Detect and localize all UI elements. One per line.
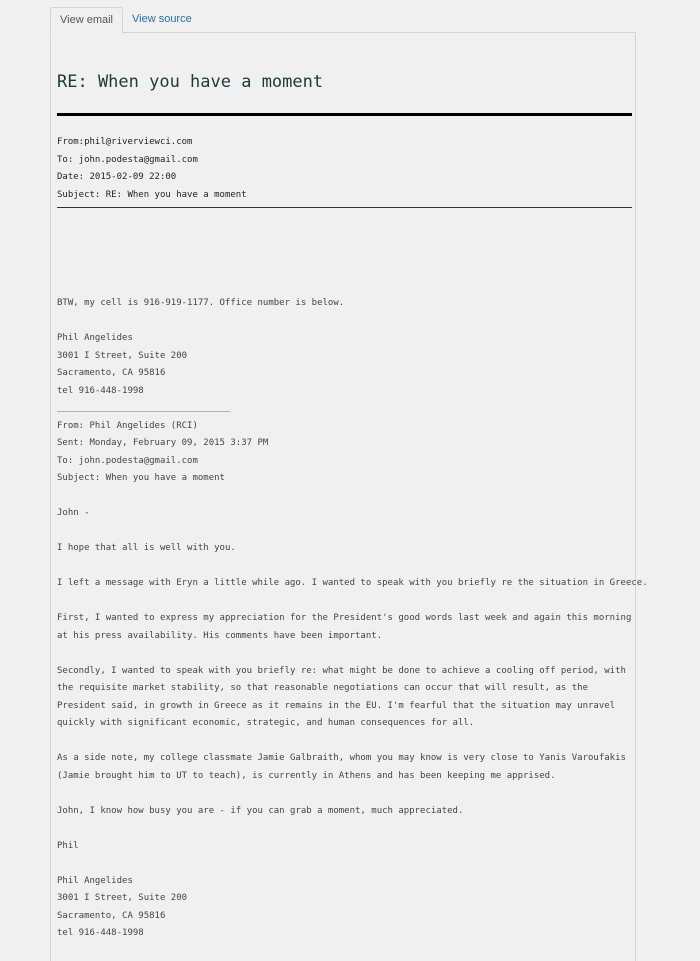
tab-view-source[interactable]: View source xyxy=(132,13,192,25)
header-date: Date: 2015-02-09 22:00 xyxy=(57,172,177,182)
quoted-from: From: Phil Angelides (RCI) xyxy=(57,420,198,431)
signature-city: Sacramento, CA 95816 xyxy=(57,910,166,921)
paragraph: I hope that all is well with you. xyxy=(57,543,236,553)
signoff: Phil xyxy=(57,840,79,851)
cell-number-line: BTW, my cell is 916-919-1177. Office number is below. xyxy=(57,298,345,308)
paragraph: First, I wanted to express my appreciation for the President's good words last week and again this morning at his press availability. His comments have been important. xyxy=(57,613,632,641)
signature-tel: tel 916-448-1998 xyxy=(57,928,144,938)
quote-separator: ________________________________ xyxy=(57,403,231,413)
signature-name: Phil Angelides xyxy=(57,333,133,343)
tab-bar xyxy=(50,7,201,33)
quoted-subject: Subject: When you have a moment xyxy=(57,473,225,483)
email-panel xyxy=(50,32,648,961)
paragraph: I left a message with Eryn a little while ago. I wanted to speak with you briefly re the situation in Greece. xyxy=(57,578,648,588)
signature-street: 3001 I Street, Suite 200 xyxy=(57,350,188,361)
header-divider xyxy=(57,207,632,208)
paragraph: Secondly, I wanted to speak with you briefly re: what might be done to achieve a cooling off period, with the requisite market stability, so that reasonable negotiations can occur that will result, as the President said, in growth in Greece as it remains in the EU. I'm fearful that the situation may unravel quickly with significant economic, strategic, and human consequences for all. xyxy=(57,665,626,728)
quoted-to: To: john.podesta@gmail.com xyxy=(57,455,198,466)
quoted-sent: Sent: Monday, February 09, 2015 3:37 PM xyxy=(57,438,269,448)
email-headers xyxy=(57,134,247,204)
signature-tel: tel 916-448-1998 xyxy=(57,385,144,396)
signature-name: Phil Angelides xyxy=(57,875,133,886)
header-from: From:phil@riverviewci.com xyxy=(57,137,193,147)
tab-view-email[interactable]: View email xyxy=(50,7,123,34)
paragraph: As a side note, my college classmate Jamie Galbraith, whom you may know is very close to Yanis Varoufakis (Jamie brought him to UT to teach), is currently in Athens and has been keeping me apprised. xyxy=(57,753,626,781)
signature-city: Sacramento, CA 95816 xyxy=(57,368,166,378)
email-title: RE: When you have a moment xyxy=(57,72,324,92)
email-body xyxy=(57,295,648,943)
greeting: John - xyxy=(57,508,90,518)
signature-street: 3001 I Street, Suite 200 xyxy=(57,893,188,903)
paragraph: John, I know how busy you are - if you can grab a moment, much appreciated. xyxy=(57,805,464,816)
title-divider xyxy=(57,113,632,116)
header-to: To: john.podesta@gmail.com xyxy=(57,154,198,165)
header-subject: Subject: RE: When you have a moment xyxy=(57,189,247,200)
